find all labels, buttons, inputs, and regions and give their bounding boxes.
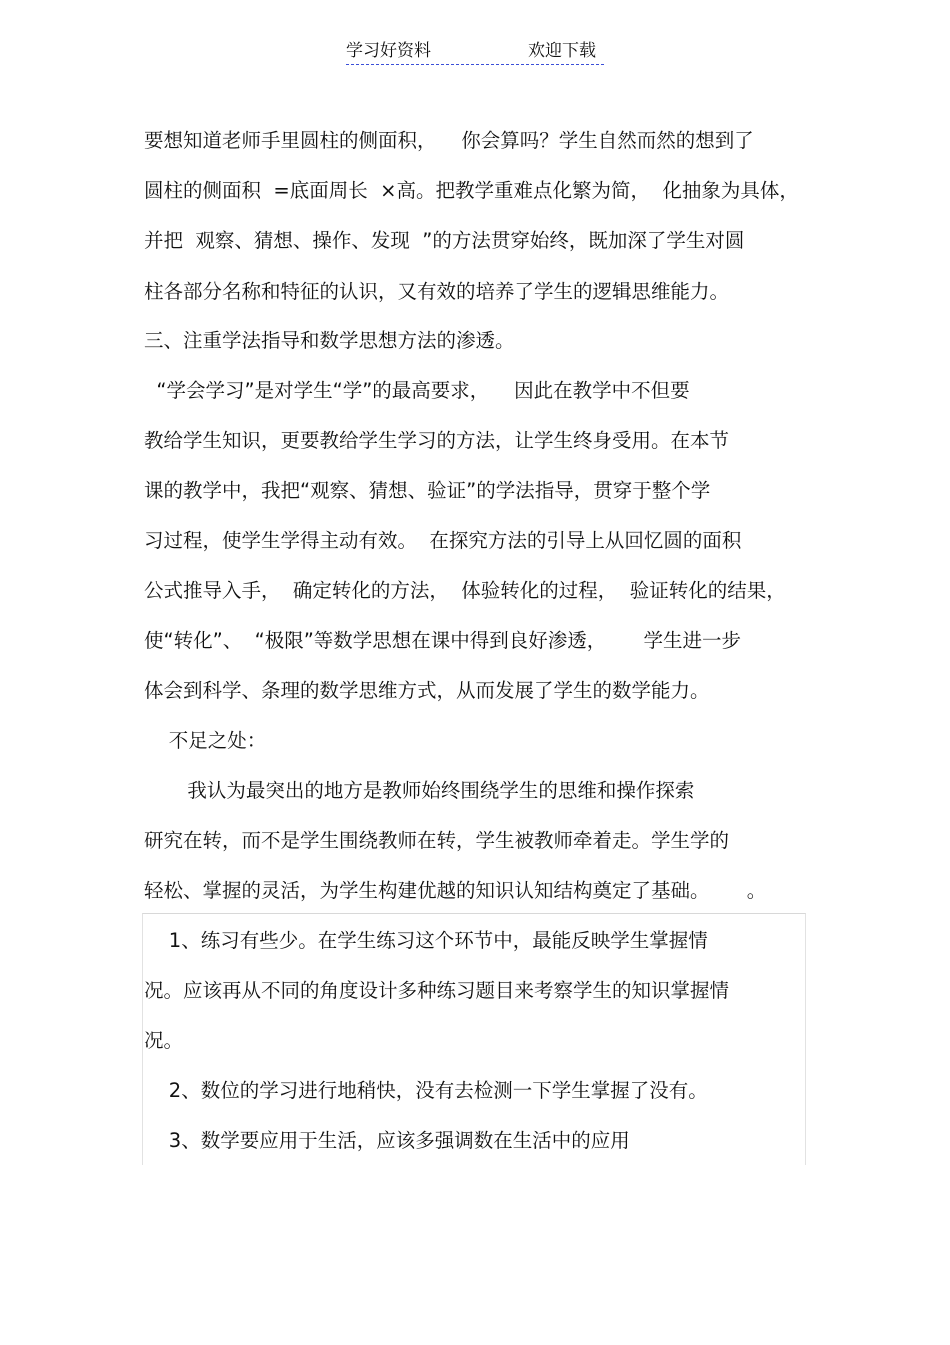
subsection-heading: 不足之处： xyxy=(144,729,267,752)
text-line: 圆柱的侧面积 =底面周长 ×高。把教学重难点化繁为简， 化抽象为具体， xyxy=(144,179,799,202)
header-right-text: 欢迎下载 xyxy=(528,41,596,61)
text-line: 习过程，使学生学得主动有效。 在探究方法的引导上从回忆圆的面积 xyxy=(144,529,742,552)
text-line: 柱各部分名称和特征的认识，又有效的培养了学生的逻辑思维能力。 xyxy=(144,280,730,303)
header-left-text: 学习好资料 xyxy=(346,41,431,61)
list-item-text: 况。 xyxy=(144,1029,184,1052)
list-item-text: 2、数位的学习进行地稍快，没有去检测一下学生掌握了没有。 xyxy=(144,1079,708,1102)
text-line: 课的教学中，我把“观察、猜想、验证”的学法指导，贯穿于整个学 xyxy=(144,479,711,502)
text-line: 教给学生知识，更要教给学生学习的方法，让学生终身受用。在本节 xyxy=(144,429,730,452)
text-line: 我认为最突出的地方是教师始终围绕学生的思维和操作探索 xyxy=(144,779,695,802)
section-heading: 三、注重学法指导和数学思想方法的渗透。 xyxy=(144,329,515,352)
text-line: 体会到科学、条理的数学思维方式，从而发展了学生的数学能力。 xyxy=(144,679,710,702)
list-item-text: 3、数学要应用于生活，应该多强调数在生活中的应用 xyxy=(144,1129,630,1152)
list-item-text: 况。应该再从不同的角度设计多种练习题目来考察学生的知识掌握情 xyxy=(144,979,730,1002)
page-header xyxy=(346,38,604,65)
text-line: 并把 观察、猜想、操作、发现 ”的方法贯穿始终，既加深了学生对圆 xyxy=(144,229,745,252)
text-line: 使“转化”、 “极限”等数学思想在课中得到良好渗透， 学生进一步 xyxy=(144,629,741,652)
text-line: 轻松、掌握的灵活，为学生构建优越的知识认知结构奠定了基础。 。 xyxy=(144,879,767,902)
text-line: 公式推导入手， 确定转化的方法， 体验转化的过程， 验证转化的结果， xyxy=(144,579,786,602)
text-line: 要想知道老师手里圆柱的侧面积， 你会算吗？学生自然而然的想到了 xyxy=(144,129,754,152)
list-item-text: 1、练习有些少。在学生练习这个环节中，最能反映学生掌握情 xyxy=(144,929,708,952)
text-line: “学会学习”是对学生“学”的最高要求， 因此在教学中不但要 xyxy=(144,379,690,402)
text-line: 研究在转，而不是学生围绕教师在转，学生被教师牵着走。学生学的 xyxy=(144,829,730,852)
